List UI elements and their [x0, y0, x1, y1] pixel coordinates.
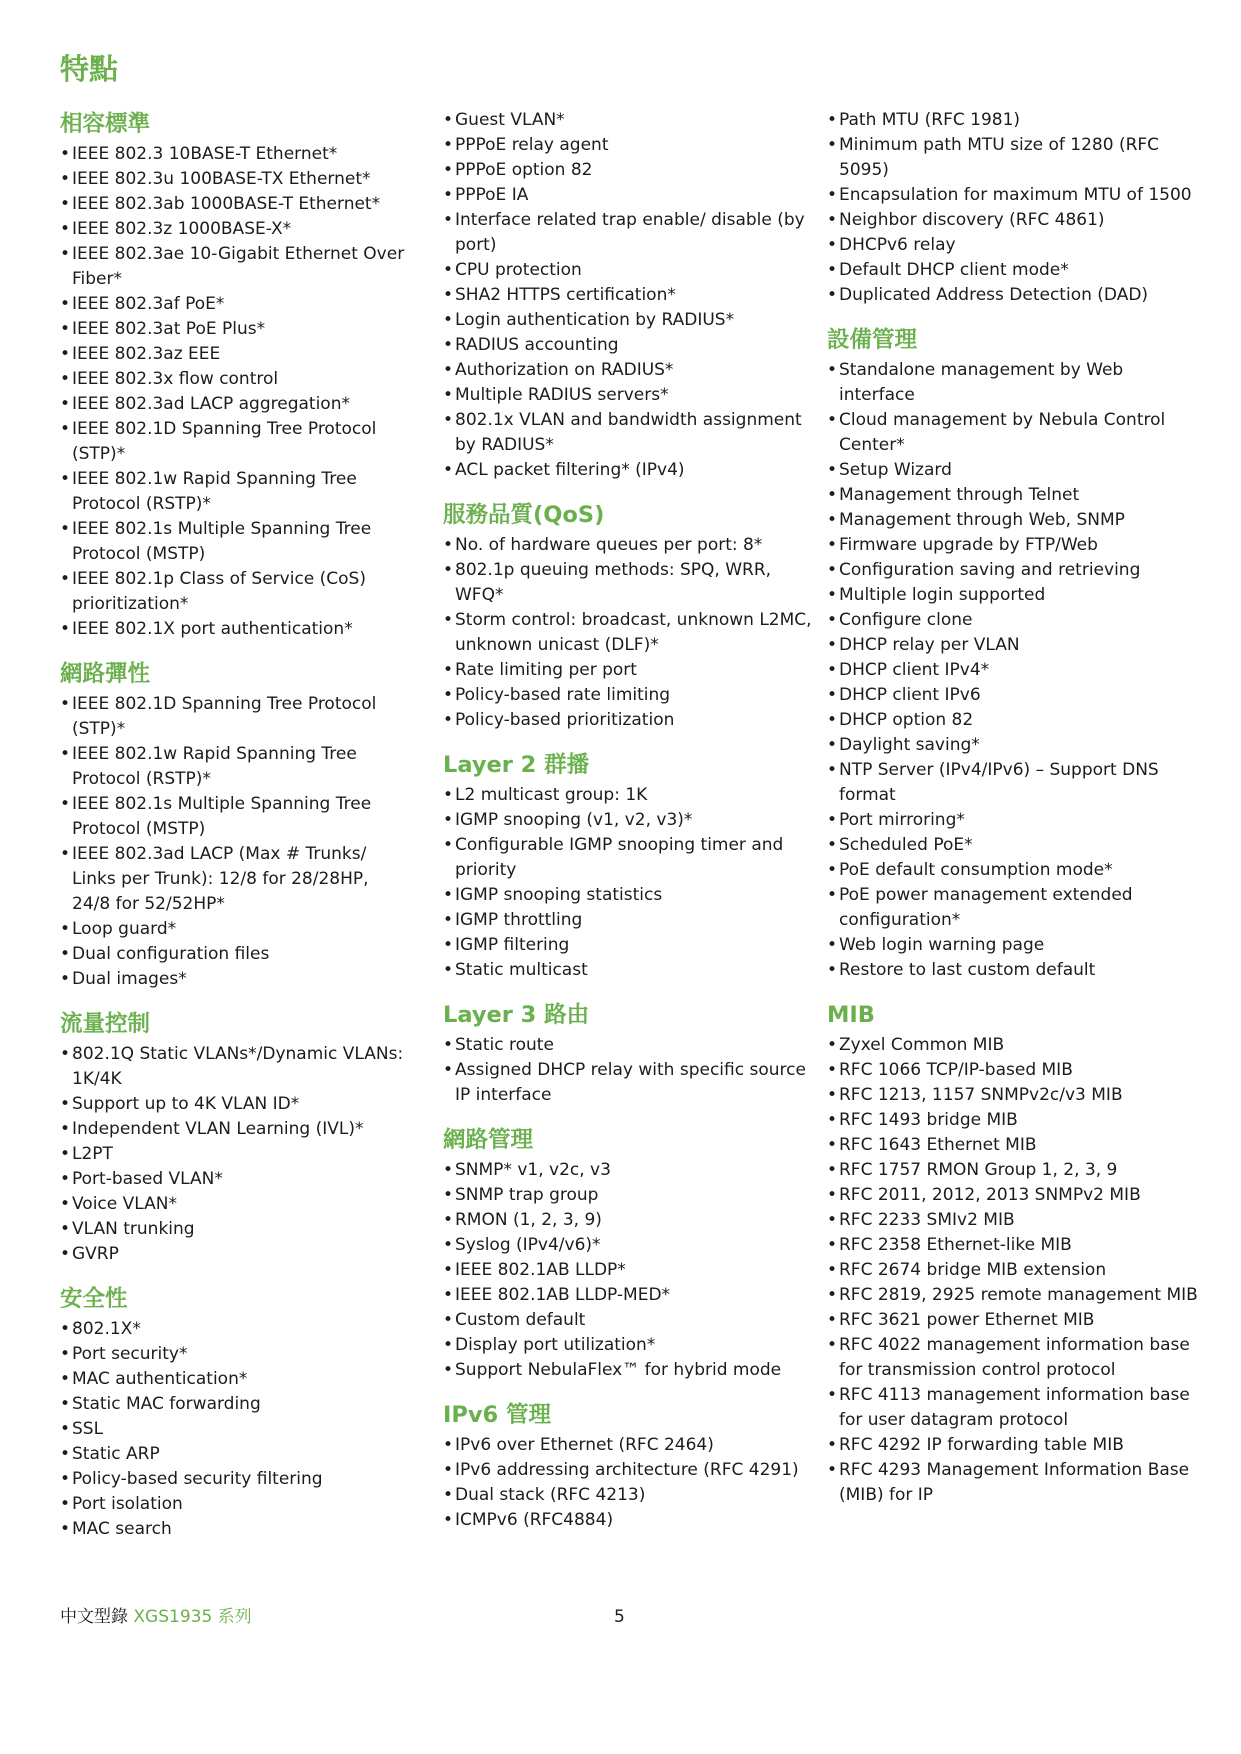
feature-item: • Port security*: [60, 1342, 410, 1367]
feature-item: • DHCP client IPv4*: [827, 658, 1199, 683]
feature-item: • PPPoE relay agent: [443, 133, 815, 158]
footer: [60, 1605, 252, 1630]
feature-item: • RFC 3621 power Ethernet MIB: [827, 1308, 1199, 1333]
feature-item: • Independent VLAN Learning (IVL)*: [60, 1117, 410, 1142]
feature-list: [443, 1033, 815, 1108]
feature-item: • DHCP option 82: [827, 708, 1199, 733]
feature-item: • L2PT: [60, 1142, 410, 1167]
feature-section: [827, 999, 1199, 1508]
section-heading: 安全性: [60, 1286, 128, 1312]
series-label: XGS1935 系列: [133, 1607, 252, 1627]
feature-list: [443, 1158, 815, 1383]
feature-section: [443, 999, 815, 1108]
feature-item: • IGMP throttling: [443, 908, 815, 933]
feature-item: • No. of hardware queues per port: 8*: [443, 533, 815, 558]
feature-item: • PPPoE IA: [443, 183, 815, 208]
feature-item: • Syslog (IPv4/v6)*: [443, 1233, 815, 1258]
feature-item: • RFC 1213, 1157 SNMPv2c/v3 MIB: [827, 1083, 1199, 1108]
feature-item: • IEEE 802.3ad LACP (Max # Trunks/ Links per Trunk): 12/8 for 28/28HP, 24/8 for 52/52HP*: [60, 842, 410, 917]
feature-item: • Configure clone: [827, 608, 1199, 633]
feature-item: • RFC 1757 RMON Group 1, 2, 3, 9: [827, 1158, 1199, 1183]
section-heading: Layer 2 群播: [443, 752, 590, 778]
feature-item: • IEEE 802.1X port authentication*: [60, 617, 410, 642]
feature-item: • Management through Web, SNMP: [827, 508, 1199, 533]
feature-item: • RFC 4293 Management Information Base (MIB) for IP: [827, 1458, 1199, 1508]
feature-item: • 802.1p queuing methods: SPQ, WRR, WFQ*: [443, 558, 815, 608]
feature-section: [60, 1008, 410, 1267]
feature-item: • Static ARP: [60, 1442, 410, 1467]
feature-item: • RFC 2233 SMIv2 MIB: [827, 1208, 1199, 1233]
feature-item: • DHCPv6 relay: [827, 233, 1199, 258]
feature-list: [443, 783, 815, 983]
feature-item: • Policy-based rate limiting: [443, 683, 815, 708]
feature-item: • Zyxel Common MIB: [827, 1033, 1199, 1058]
feature-item: • ACL packet filtering* (IPv4): [443, 458, 815, 483]
feature-list: [827, 1033, 1199, 1508]
feature-item: • IEEE 802.3z 1000BASE-X*: [60, 217, 410, 242]
feature-item: • IEEE 802.1p Class of Service (CoS) prioritization*: [60, 567, 410, 617]
feature-item: • IGMP snooping (v1, v2, v3)*: [443, 808, 815, 833]
feature-item: • Web login warning page: [827, 933, 1199, 958]
feature-item: • CPU protection: [443, 258, 815, 283]
feature-item: • IEEE 802.1AB LLDP-MED*: [443, 1283, 815, 1308]
section-heading: 流量控制: [60, 1011, 151, 1037]
feature-item: • RFC 2819, 2925 remote management MIB: [827, 1283, 1199, 1308]
catalog-label: 中文型錄: [60, 1607, 128, 1627]
feature-section: [443, 1399, 815, 1533]
feature-item: • ICMPv6 (RFC4884): [443, 1508, 815, 1533]
feature-item: • Duplicated Address Detection (DAD): [827, 283, 1199, 308]
feature-section: [443, 108, 815, 483]
feature-section: [60, 1283, 410, 1542]
section-heading: 設備管理: [827, 327, 918, 353]
feature-item: • Loop guard*: [60, 917, 410, 942]
column-1: [60, 108, 410, 1558]
feature-item: • Static route: [443, 1033, 815, 1058]
feature-section: [827, 108, 1199, 308]
feature-list: [60, 142, 410, 642]
feature-item: • MAC authentication*: [60, 1367, 410, 1392]
feature-item: • Storm control: broadcast, unknown L2MC, unknown unicast (DLF)*: [443, 608, 815, 658]
feature-item: • Dual stack (RFC 4213): [443, 1483, 815, 1508]
feature-item: • IEEE 802.3u 100BASE-TX Ethernet*: [60, 167, 410, 192]
section-heading: Layer 3 路由: [443, 1002, 590, 1028]
feature-item: • Static multicast: [443, 958, 815, 983]
feature-item: • RFC 1643 Ethernet MIB: [827, 1133, 1199, 1158]
feature-item: • IEEE 802.1D Spanning Tree Protocol (STP)*: [60, 417, 410, 467]
feature-item: • VLAN trunking: [60, 1217, 410, 1242]
feature-item: • Rate limiting per port: [443, 658, 815, 683]
feature-item: • IEEE 802.3af PoE*: [60, 292, 410, 317]
feature-item: • 802.1X*: [60, 1317, 410, 1342]
feature-item: • SSL: [60, 1417, 410, 1442]
feature-item: • NTP Server (IPv4/IPv6) – Support DNS format: [827, 758, 1199, 808]
feature-list: [827, 108, 1199, 308]
feature-item: • Default DHCP client mode*: [827, 258, 1199, 283]
feature-item: • IGMP filtering: [443, 933, 815, 958]
feature-item: • DHCP relay per VLAN: [827, 633, 1199, 658]
feature-item: • Interface related trap enable/ disable (by port): [443, 208, 815, 258]
feature-item: • Support NebulaFlex™ for hybrid mode: [443, 1358, 815, 1383]
feature-item: • IEEE 802.1w Rapid Spanning Tree Protocol (RSTP)*: [60, 742, 410, 792]
feature-item: • IEEE 802.3at PoE Plus*: [60, 317, 410, 342]
feature-item: • DHCP client IPv6: [827, 683, 1199, 708]
section-heading: 網路管理: [443, 1127, 534, 1153]
feature-item: • Display port utilization*: [443, 1333, 815, 1358]
feature-item: • Encapsulation for maximum MTU of 1500: [827, 183, 1199, 208]
feature-item: • Port isolation: [60, 1492, 410, 1517]
feature-item: • Login authentication by RADIUS*: [443, 308, 815, 333]
feature-item: • Port mirroring*: [827, 808, 1199, 833]
feature-list: [443, 1433, 815, 1533]
feature-item: • RMON (1, 2, 3, 9): [443, 1208, 815, 1233]
feature-list: [443, 533, 815, 733]
page-number: 5: [614, 1607, 625, 1627]
feature-item: • IEEE 802.3ab 1000BASE-T Ethernet*: [60, 192, 410, 217]
feature-section: [60, 658, 410, 992]
feature-item: • RADIUS accounting: [443, 333, 815, 358]
feature-item: • Minimum path MTU size of 1280 (RFC 5095): [827, 133, 1199, 183]
feature-item: • SNMP* v1, v2c, v3: [443, 1158, 815, 1183]
feature-item: • Multiple RADIUS servers*: [443, 383, 815, 408]
feature-item: • IPv6 addressing architecture (RFC 4291): [443, 1458, 815, 1483]
feature-item: • Scheduled PoE*: [827, 833, 1199, 858]
feature-item: • RFC 1493 bridge MIB: [827, 1108, 1199, 1133]
feature-item: • Firmware upgrade by FTP/Web: [827, 533, 1199, 558]
feature-list: [827, 358, 1199, 983]
feature-section: [443, 1124, 815, 1383]
feature-list: [60, 1317, 410, 1542]
feature-item: • RFC 4113 management information base for user datagram protocol: [827, 1383, 1199, 1433]
column-3: [827, 108, 1199, 1524]
feature-item: • IEEE 802.1s Multiple Spanning Tree Protocol (MSTP): [60, 517, 410, 567]
page-title: 特點: [60, 52, 119, 86]
feature-item: • SHA2 HTTPS certification*: [443, 283, 815, 308]
feature-item: • Dual images*: [60, 967, 410, 992]
feature-item: • IEEE 802.3x flow control: [60, 367, 410, 392]
feature-list: [60, 692, 410, 992]
feature-section: [60, 108, 410, 642]
feature-section: [827, 324, 1199, 983]
feature-item: • IEEE 802.1AB LLDP*: [443, 1258, 815, 1283]
feature-item: • L2 multicast group: 1K: [443, 783, 815, 808]
feature-item: • Multiple login supported: [827, 583, 1199, 608]
section-heading: MIB: [827, 1002, 875, 1028]
feature-item: • Daylight saving*: [827, 733, 1199, 758]
feature-item: • GVRP: [60, 1242, 410, 1267]
section-heading: 相容標準: [60, 111, 151, 137]
feature-item: • Dual configuration files: [60, 942, 410, 967]
feature-item: • IEEE 802.3az EEE: [60, 342, 410, 367]
feature-item: • Management through Telnet: [827, 483, 1199, 508]
feature-item: • PPPoE option 82: [443, 158, 815, 183]
feature-item: • RFC 2011, 2012, 2013 SNMPv2 MIB: [827, 1183, 1199, 1208]
feature-item: • IEEE 802.3ad LACP aggregation*: [60, 392, 410, 417]
feature-item: • Support up to 4K VLAN ID*: [60, 1092, 410, 1117]
feature-item: • Configuration saving and retrieving: [827, 558, 1199, 583]
feature-section: [443, 749, 815, 983]
feature-item: • IGMP snooping statistics: [443, 883, 815, 908]
feature-item: • IEEE 802.1w Rapid Spanning Tree Protocol (RSTP)*: [60, 467, 410, 517]
feature-item: • PoE default consumption mode*: [827, 858, 1199, 883]
feature-item: • Path MTU (RFC 1981): [827, 108, 1199, 133]
feature-item: • Restore to last custom default: [827, 958, 1199, 983]
feature-item: • Policy-based security filtering: [60, 1467, 410, 1492]
section-heading: 網路彈性: [60, 661, 151, 687]
feature-item: • RFC 4022 management information base for transmission control protocol: [827, 1333, 1199, 1383]
feature-item: • Voice VLAN*: [60, 1192, 410, 1217]
feature-item: • RFC 2674 bridge MIB extension: [827, 1258, 1199, 1283]
feature-item: • Neighbor discovery (RFC 4861): [827, 208, 1199, 233]
feature-item: • Static MAC forwarding: [60, 1392, 410, 1417]
feature-item: • Custom default: [443, 1308, 815, 1333]
feature-item: • Cloud management by Nebula Control Center*: [827, 408, 1199, 458]
feature-item: • IEEE 802.3ae 10-Gigabit Ethernet Over Fiber*: [60, 242, 410, 292]
feature-item: • Port-based VLAN*: [60, 1167, 410, 1192]
feature-item: • 802.1Q Static VLANs*/Dynamic VLANs: 1K/4K: [60, 1042, 410, 1092]
feature-item: • Standalone management by Web interface: [827, 358, 1199, 408]
feature-item: • Guest VLAN*: [443, 108, 815, 133]
feature-item: • IEEE 802.1D Spanning Tree Protocol (STP)*: [60, 692, 410, 742]
feature-item: • Setup Wizard: [827, 458, 1199, 483]
feature-item: • PoE power management extended configuration*: [827, 883, 1199, 933]
feature-item: • IEEE 802.3 10BASE-T Ethernet*: [60, 142, 410, 167]
section-heading: 服務品質(QoS): [443, 502, 605, 528]
feature-item: • IEEE 802.1s Multiple Spanning Tree Protocol (MSTP): [60, 792, 410, 842]
feature-item: • RFC 1066 TCP/IP-based MIB: [827, 1058, 1199, 1083]
feature-item: • SNMP trap group: [443, 1183, 815, 1208]
feature-list: [60, 1042, 410, 1267]
section-heading: IPv6 管理: [443, 1402, 552, 1428]
feature-item: • 802.1x VLAN and bandwidth assignment by RADIUS*: [443, 408, 815, 458]
feature-item: • Configurable IGMP snooping timer and priority: [443, 833, 815, 883]
feature-item: • RFC 2358 Ethernet-like MIB: [827, 1233, 1199, 1258]
feature-item: • Policy-based prioritization: [443, 708, 815, 733]
feature-item: • MAC search: [60, 1517, 410, 1542]
feature-item: • Assigned DHCP relay with specific source IP interface: [443, 1058, 815, 1108]
feature-item: • Authorization on RADIUS*: [443, 358, 815, 383]
feature-section: [443, 499, 815, 733]
feature-item: • RFC 4292 IP forwarding table MIB: [827, 1433, 1199, 1458]
feature-list: [443, 108, 815, 483]
feature-item: • IPv6 over Ethernet (RFC 2464): [443, 1433, 815, 1458]
column-2: [443, 108, 815, 1549]
